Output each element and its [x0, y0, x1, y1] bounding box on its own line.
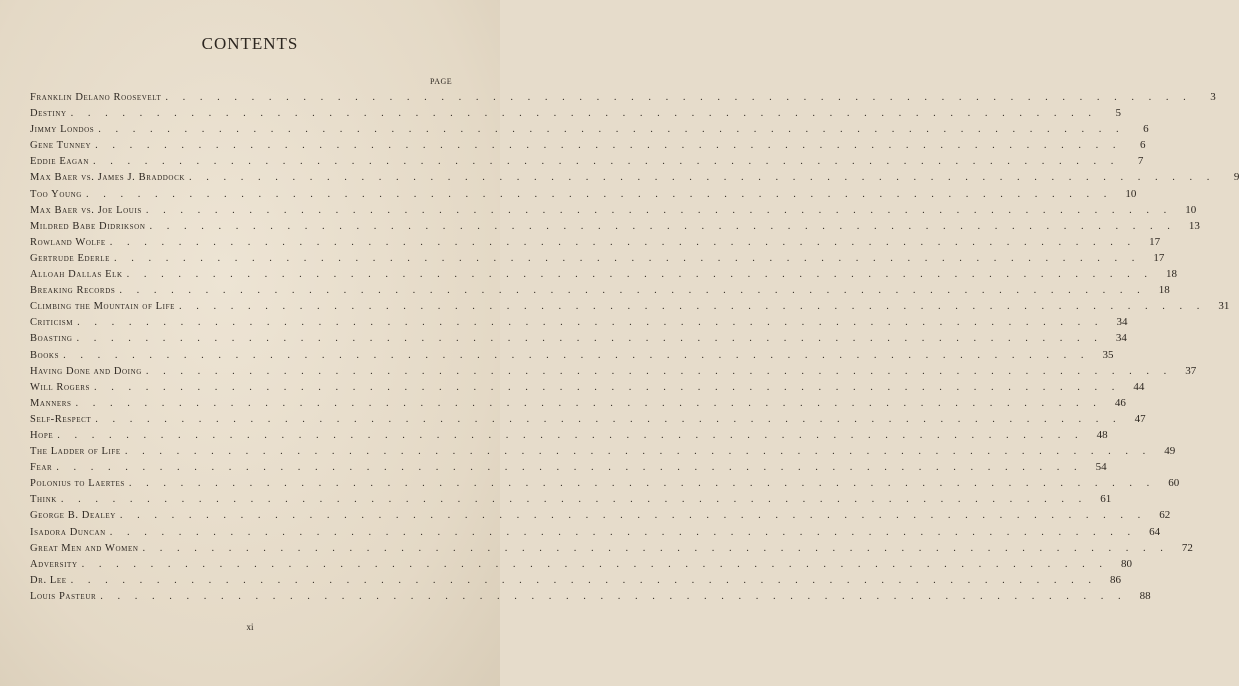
toc-entry: [30, 363, 1197, 379]
dot-leader: . . . . . . . . . . . . . . . . . . . . . . . . . . . . . . . . . . . . . . . . . . . . . . . . . . . . . . . . . . . .: [63, 349, 1090, 361]
dot-leader: . . . . . . . . . . . . . . . . . . . . . . . . . . . . . . . . . . . . . . . . . . . . . . . . . . . . . . . . . . . .: [70, 574, 1098, 586]
toc-entry-page: 18: [1158, 284, 1170, 297]
toc-entry-title: Polonius to Laertes: [30, 478, 125, 490]
dot-leader: . . . . . . . . . . . . . . . . . . . . . . . . . . . . . . . . . . . . . . . . . . . . . . . . . . . . . . . . . . . .: [126, 269, 1154, 281]
toc-entry-title: Manners: [30, 397, 72, 409]
toc-entry-page: 60: [1168, 477, 1180, 490]
toc-entry: [30, 540, 1193, 556]
page-title: CONTENTS: [201, 34, 299, 53]
toc-entry-page: 6: [1140, 139, 1146, 152]
toc-entry: [30, 427, 1108, 443]
toc-entry-page: 13: [1188, 219, 1200, 232]
toc-entry-title: Too Young: [30, 188, 82, 200]
toc-entry-page: 35: [1102, 348, 1114, 361]
toc-entry: [30, 314, 1128, 330]
toc-entry: [30, 218, 1200, 234]
dot-leader: . . . . . . . . . . . . . . . . . . . . . . . . . . . . . . . . . . . . . . . . . . . . . . . . . . . . . . . . . . . .: [75, 397, 1102, 409]
toc-entry-page: 62: [1159, 509, 1171, 522]
table-of-contents: [30, 89, 1239, 604]
toc-entry: [30, 153, 1144, 169]
toc-entry: [30, 266, 1178, 282]
toc-entry-title: The Ladder of Life: [30, 446, 121, 458]
dot-leader: . . . . . . . . . . . . . . . . . . . . . . . . . . . . . . . . . . . . . . . . . . . . . . . . . . . . . . . . . . . .: [98, 124, 1125, 136]
dot-leader: . . . . . . . . . . . . . . . . . . . . . . . . . . . . . . . . . . . . . . . . . . . . . . . . . . . . . . . . . . . .: [76, 333, 1103, 345]
toc-entry-title: Fear: [30, 462, 53, 474]
toc-entry-title: Dr. Lee: [30, 574, 67, 586]
dot-leader: . . . . . . . . . . . . . . . . . . . . . . . . . . . . . . . . . . . . . . . . . . . . . . . . . . . . . . . . . . . .: [70, 108, 1098, 120]
dot-leader: . . . . . . . . . . . . . . . . . . . . . . . . . . . . . . . . . . . . . . . . . . . . . . . . . . . . . . . . . . . .: [114, 252, 1141, 264]
toc-entry-page: 31: [1218, 300, 1230, 313]
dot-leader: . . . . . . . . . . . . . . . . . . . . . . . . . . . . . . . . . . . . . . . . . . . . . . . . . . . . . . . . . . . .: [60, 494, 1088, 506]
toc-entry: [30, 491, 1112, 507]
dot-leader: . . . . . . . . . . . . . . . . . . . . . . . . . . . . . . . . . . . . . . . . . . . . . . . . . . . . . . . . . . . .: [109, 526, 1137, 538]
toc-entry: [30, 443, 1176, 459]
toc-entry-page: 48: [1096, 428, 1108, 441]
toc-entry-page: 72: [1181, 541, 1193, 554]
toc-entry: [30, 347, 1114, 363]
toc-entry: [30, 169, 1239, 185]
dot-leader: . . . . . . . . . . . . . . . . . . . . . . . . . . . . . . . . . . . . . . . . . . . . . . . . . . . . . . . . . . . .: [189, 172, 1216, 184]
toc-entry-title: Breaking Records: [30, 285, 116, 297]
toc-entry-page: 7: [1137, 155, 1144, 168]
toc-entry: [30, 524, 1161, 540]
toc-entry-title: Boasting: [30, 333, 73, 345]
dot-leader: . . . . . . . . . . . . . . . . . . . . . . . . . . . . . . . . . . . . . . . . . . . . . . . . . . . . . . . . . . . .: [93, 156, 1120, 168]
toc-entry: [30, 186, 1137, 202]
toc-entry-page: 6: [1143, 123, 1149, 136]
toc-entry: [30, 556, 1132, 572]
toc-entry-page: 18: [1166, 268, 1178, 281]
toc-entry-page: 9: [1233, 171, 1239, 184]
toc-entry-page: 44: [1133, 380, 1145, 393]
toc-entry-title: Think: [30, 494, 57, 506]
toc-entry-title: Books: [30, 349, 60, 361]
toc-entry-title: Alloah Dallas Elk: [30, 269, 123, 281]
toc-entry-page: 80: [1120, 557, 1132, 570]
dot-leader: . . . . . . . . . . . . . . . . . . . . . . . . . . . . . . . . . . . . . . . . . . . . . . . . . . . . . . . . . . . .: [149, 220, 1176, 232]
toc-entry-title: Max Baer vs. Joe Louis: [30, 204, 142, 216]
toc-entry: [30, 105, 1122, 121]
toc-entry-title: Will Rogers: [30, 381, 90, 393]
toc-entry-page: 5: [1115, 107, 1122, 120]
toc-entry-page: 46: [1114, 396, 1126, 409]
toc-entry-page: 17: [1149, 235, 1161, 248]
toc-entry: [30, 298, 1230, 314]
toc-entry-page: 37: [1185, 364, 1197, 377]
dot-leader: . . . . . . . . . . . . . . . . . . . . . . . . . . . . . . . . . . . . . . . . . . . . . . . . . . . . . . . . . . . .: [109, 236, 1137, 248]
toc-entry-title: Gene Tunney: [30, 140, 92, 152]
dot-leader: . . . . . . . . . . . . . . . . . . . . . . . . . . . . . . . . . . . . . . . . . . . . . . . . . . . . . . . . . . . .: [95, 413, 1122, 425]
toc-entry: [30, 137, 1146, 153]
dot-leader: . . . . . . . . . . . . . . . . . . . . . . . . . . . . . . . . . . . . . . . . . . . . . . . . . . . . . . . . . . . .: [119, 285, 1146, 297]
page-column-label: PAGE: [430, 77, 453, 86]
toc-entry: [30, 234, 1161, 250]
toc-entry: [30, 202, 1197, 218]
toc-entry-page: 86: [1110, 573, 1122, 586]
toc-entry-title: Max Baer vs. James J. Braddock: [30, 172, 186, 184]
toc-entry-title: Rowland Wolfe: [30, 236, 106, 248]
dot-leader: . . . . . . . . . . . . . . . . . . . . . . . . . . . . . . . . . . . . . . . . . . . . . . . . . . . . . . . . . . . .: [85, 188, 1113, 200]
toc-entry-title: Destiny: [30, 108, 67, 120]
toc-entry-title: Criticism: [30, 317, 74, 329]
toc-entry-title: Franklin Delano Roosevelt: [30, 92, 162, 103]
toc-entry-page: 10: [1125, 187, 1137, 200]
toc-entry-page: 49: [1164, 445, 1176, 458]
toc-entry-title: Eddie Eagan: [30, 156, 89, 168]
dot-leader: . . . . . . . . . . . . . . . . . . . . . . . . . . . . . . . . . . . . . . . . . . . . . . . . . . . . . . . . . . . .: [77, 317, 1104, 329]
toc-entry-title: George B. Dealey: [30, 510, 116, 522]
toc-entry-page: 3: [1210, 91, 1216, 103]
toc-entry: [30, 121, 1149, 137]
toc-entry-page: 64: [1149, 525, 1161, 538]
dot-leader: . . . . . . . . . . . . . . . . . . . . . . . . . . . . . . . . . . . . . . . . . . . . . . . . . . . . . . . . . . . .: [95, 140, 1122, 152]
toc-entry-page: 47: [1134, 412, 1146, 425]
toc-entry-title: Isadora Duncan: [30, 526, 106, 538]
toc-entry-title: Louis Pasteur: [30, 590, 97, 602]
toc-entry: [30, 588, 1151, 604]
toc-entry-title: Gertrude Ederle: [30, 252, 111, 264]
toc-entry: [30, 459, 1107, 475]
toc-entry-title: Adversity: [30, 558, 78, 570]
dot-leader: . . . . . . . . . . . . . . . . . . . . . . . . . . . . . . . . . . . . . . . . . . . . . . . . . . . . . . . . . . . .: [57, 429, 1084, 441]
toc-entry-title: Climbing the Mountain of Life: [30, 301, 175, 313]
page-number: xi: [246, 622, 254, 632]
toc-entry: [30, 330, 1127, 346]
toc-entry-page: 88: [1139, 589, 1151, 602]
dot-leader: . . . . . . . . . . . . . . . . . . . . . . . . . . . . . . . . . . . . . . . . . . . . . . . . . . . . . . . . . . . .: [178, 301, 1206, 313]
toc-entry-page: 54: [1095, 461, 1107, 474]
toc-entry-title: Mildred Babe Didrikson: [30, 220, 146, 232]
toc-entry: [30, 572, 1122, 588]
toc-entry: [30, 395, 1126, 411]
toc-entry-page: 34: [1115, 332, 1127, 345]
toc-entry-title: Hope: [30, 429, 54, 441]
toc-entry-title: Jimmy Londos: [30, 124, 95, 136]
toc-entry: [30, 250, 1165, 266]
dot-leader: . . . . . . . . . . . . . . . . . . . . . . . . . . . . . . . . . . . . . . . . . . . . . . . . . . . . . . . . . . . .: [119, 510, 1147, 522]
dot-leader: . . . . . . . . . . . . . . . . . . . . . . . . . . . . . . . . . . . . . . . . . . . . . . . . . . . . . . . . . . . .: [56, 462, 1083, 474]
toc-entry-title: Self-Respect: [30, 413, 92, 425]
dot-leader: . . . . . . . . . . . . . . . . . . . . . . . . . . . . . . . . . . . . . . . . . . . . . . . . . . . . . . . . . . . .: [93, 381, 1121, 393]
toc-entry-page: 17: [1153, 251, 1165, 264]
dot-leader: . . . . . . . . . . . . . . . . . . . . . . . . . . . . . . . . . . . . . . . . . . . . . . . . . . . . . . . . . . . .: [145, 204, 1173, 216]
toc-entry: [30, 89, 1216, 105]
toc-entry: [30, 507, 1171, 523]
dot-leader: . . . . . . . . . . . . . . . . . . . . . . . . . . . . . . . . . . . . . . . . . . . . . . . . . . . . . . . . . . . .: [128, 478, 1156, 490]
toc-entry-page: 34: [1116, 316, 1128, 329]
toc-entry-title: Great Men and Women: [30, 542, 139, 554]
toc-entry: [30, 411, 1146, 427]
toc-entry-title: Having Done and Doing: [30, 365, 142, 377]
toc-entry: [30, 475, 1180, 491]
toc-entry-page: 61: [1100, 493, 1112, 506]
dot-leader: . . . . . . . . . . . . . . . . . . . . . . . . . . . . . . . . . . . . . . . . . . . . . . . . . . . . . . . . . . . .: [165, 92, 1192, 103]
dot-leader: . . . . . . . . . . . . . . . . . . . . . . . . . . . . . . . . . . . . . . . . . . . . . . . . . . . . . . . . . . . .: [100, 590, 1127, 602]
toc-entry: [30, 379, 1145, 395]
dot-leader: . . . . . . . . . . . . . . . . . . . . . . . . . . . . . . . . . . . . . . . . . . . . . . . . . . . . . . . . . . . .: [145, 365, 1173, 377]
toc-entry-page: 10: [1185, 203, 1197, 216]
dot-leader: . . . . . . . . . . . . . . . . . . . . . . . . . . . . . . . . . . . . . . . . . . . . . . . . . . . . . . . . . . . .: [81, 558, 1108, 570]
dot-leader: . . . . . . . . . . . . . . . . . . . . . . . . . . . . . . . . . . . . . . . . . . . . . . . . . . . . . . . . . . . .: [142, 542, 1169, 554]
toc-entry: [30, 282, 1170, 298]
dot-leader: . . . . . . . . . . . . . . . . . . . . . . . . . . . . . . . . . . . . . . . . . . . . . . . . . . . . . . . . . . . .: [124, 446, 1152, 458]
